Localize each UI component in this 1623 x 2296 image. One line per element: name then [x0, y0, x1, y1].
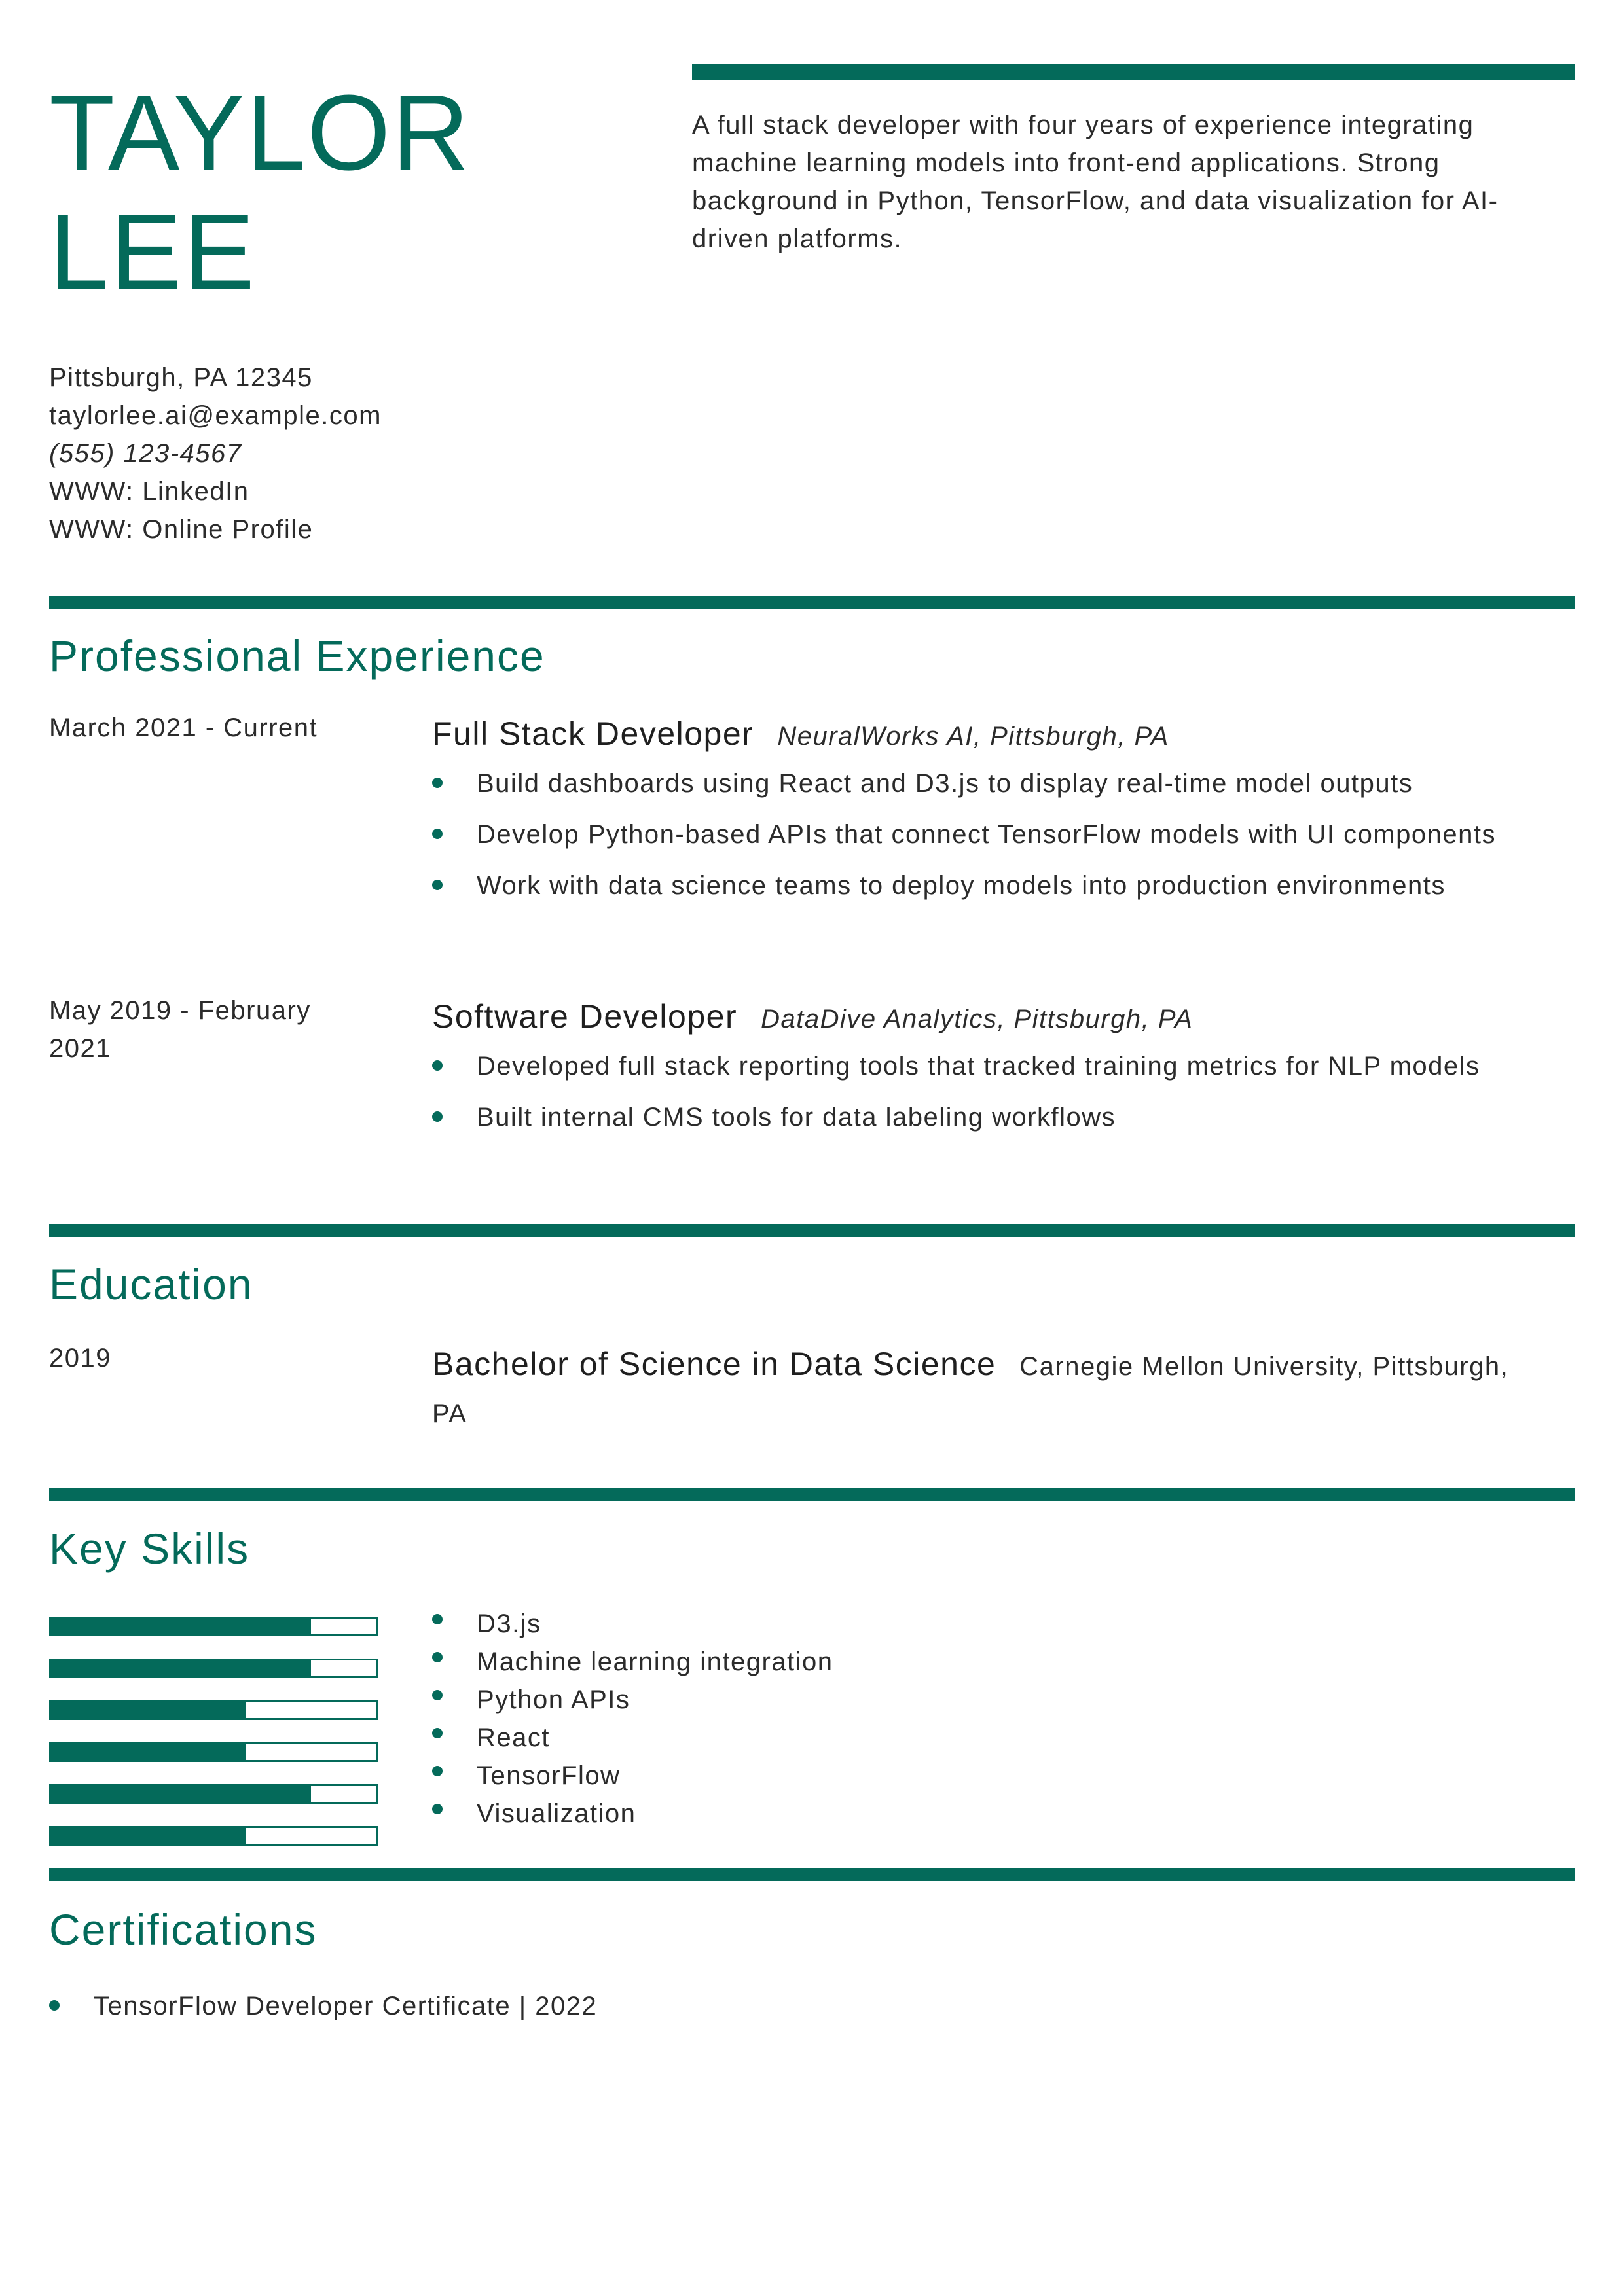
job-org: DataDive Analytics, Pittsburgh, PA: [761, 1005, 1194, 1033]
section-rule: [49, 1488, 1575, 1501]
education-heading: Education: [49, 1260, 253, 1308]
list-item: [432, 867, 1575, 905]
contact-address: Pittsburgh, PA 12345: [49, 363, 313, 392]
job-heading: [432, 995, 1575, 1041]
job-role: Software Developer: [432, 998, 738, 1035]
bullet-icon: [49, 2000, 60, 2011]
job-entry: [432, 995, 1575, 1149]
list-item: [432, 1681, 833, 1719]
education-entry: [432, 1340, 1545, 1437]
bullet-icon: [432, 1804, 443, 1814]
bullet-icon: [432, 1060, 443, 1071]
skill-bar-fill: [51, 1660, 311, 1676]
skill-name: React: [477, 1723, 550, 1752]
header-rule: [692, 64, 1575, 80]
job-org: NeuralWorks AI, Pittsburgh, PA: [777, 722, 1169, 751]
list-item: [49, 1987, 597, 2025]
skill-name: Machine learning integration: [477, 1647, 833, 1676]
skill-bar-fill: [51, 1702, 246, 1718]
section-rule: [49, 596, 1575, 609]
certifications-list: [49, 1987, 597, 2025]
bullet-icon: [432, 1614, 443, 1624]
job-role: Full Stack Developer: [432, 715, 754, 752]
list-item: [432, 1047, 1575, 1085]
candidate-name: [49, 73, 638, 312]
list-item: [432, 1719, 833, 1757]
skill-bars: [49, 1617, 378, 1868]
list-item: [432, 1098, 1575, 1136]
job-dates: March 2021 - Current: [49, 713, 318, 742]
list-item: [432, 1795, 833, 1833]
job-bullets: [432, 1047, 1575, 1136]
certification-text: TensorFlow Developer Certificate | 2022: [94, 1992, 598, 2020]
contact-phone: (555) 123-4567: [49, 439, 242, 468]
section-rule: [49, 1224, 1575, 1237]
skill-bar-fill: [51, 1619, 311, 1634]
bullet-icon: [432, 829, 443, 839]
bullet-icon: [432, 1111, 443, 1122]
skill-name: D3.js: [477, 1609, 541, 1638]
skill-name: Visualization: [477, 1799, 636, 1828]
job-bullets: [432, 764, 1575, 905]
skill-bar-fill: [51, 1828, 246, 1844]
bullet-text: Work with data science teams to deploy models into production environments: [477, 871, 1446, 900]
bullet-icon: [432, 778, 443, 788]
education-school: Carnegie Mellon University, Pittsburgh, PA: [432, 1352, 1509, 1428]
skill-bar: [49, 1700, 378, 1720]
bullet-icon: [432, 1652, 443, 1662]
skill-bar: [49, 1742, 378, 1762]
skill-bar: [49, 1617, 378, 1636]
skill-bar-fill: [51, 1786, 311, 1802]
contact-profile-link[interactable]: WWW: Online Profile: [49, 515, 314, 544]
experience-heading: Professional Experience: [49, 632, 545, 680]
contact-email[interactable]: taylorlee.ai@example.com: [49, 401, 382, 430]
skills-list: [432, 1605, 833, 1833]
section-rule: [49, 1868, 1575, 1881]
skill-bar: [49, 1659, 378, 1678]
bullet-icon: [432, 880, 443, 890]
last-name: LEE: [49, 192, 256, 312]
bullet-icon: [432, 1690, 443, 1700]
bullet-text: Develop Python-based APIs that connect TensorFlow models with UI components: [477, 820, 1496, 849]
bullet-icon: [432, 1728, 443, 1738]
skill-bar-fill: [51, 1744, 246, 1760]
bullet-text: Built internal CMS tools for data labeling workflows: [477, 1103, 1116, 1132]
education-year: 2019: [49, 1344, 111, 1372]
skill-bar: [49, 1784, 378, 1804]
first-name: TAYLOR: [49, 73, 471, 192]
list-item: [432, 1605, 833, 1643]
education-degree: Bachelor of Science in Data Science: [432, 1346, 996, 1382]
list-item: [432, 1757, 833, 1795]
list-item: [432, 1643, 833, 1681]
skill-bar: [49, 1826, 378, 1846]
certifications-heading: Certifications: [49, 1905, 318, 1954]
bullet-text: Build dashboards using React and D3.js to display real-time model outputs: [477, 769, 1413, 798]
job-heading: [432, 712, 1575, 758]
bullet-text: Developed full stack reporting tools that tracked training metrics for NLP models: [477, 1052, 1480, 1081]
skill-name: TensorFlow: [477, 1761, 621, 1790]
skills-heading: Key Skills: [49, 1524, 250, 1573]
list-item: [432, 816, 1575, 853]
contact-block: [49, 359, 382, 548]
job-dates: May 2019 - February 2021: [49, 996, 311, 1063]
bullet-icon: [432, 1766, 443, 1776]
list-item: [432, 764, 1575, 802]
contact-linkedin-link[interactable]: WWW: LinkedIn: [49, 477, 249, 506]
profile-summary: A full stack developer with four years of experience integrating machine learning models into front-end applications. Strong background in Python, TensorFlow, and data visualization for AI-driven platforms.: [692, 111, 1499, 253]
job-entry: [432, 712, 1575, 918]
resume-page: [49, 0, 1575, 2296]
skill-name: Python APIs: [477, 1685, 630, 1714]
